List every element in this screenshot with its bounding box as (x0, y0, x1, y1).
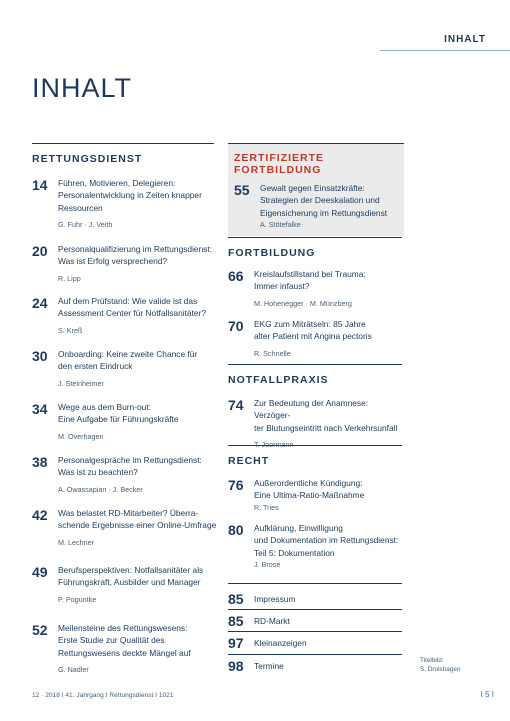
section-rettungsdienst (32, 143, 214, 165)
page-number: 24 (32, 295, 48, 311)
toc-entry[interactable] (32, 177, 217, 230)
footer-info: 12 · 2018 I 41. Jahrgang I Rettungsdienst I 1021 (32, 692, 174, 699)
article-title: Auf dem Prüfstand: Wie valide ist das Assessment Center für Notfallsanitäter? (58, 296, 207, 319)
page-number: 76 (228, 477, 244, 493)
toc-entry[interactable] (228, 591, 404, 607)
article-title: Berufsperspektiven: Notfallsanitäter als Führungskraft, Ausbilder und Manager (58, 565, 204, 588)
toc-entry[interactable] (228, 522, 404, 570)
section-certified (228, 143, 404, 236)
page-number: 30 (32, 348, 48, 364)
article-title: Personalgespräche im Rettungsdienst: Was ist zu beachten? (58, 455, 202, 478)
article-authors: A. Stötefalke (260, 220, 301, 230)
page-number: 74 (228, 397, 244, 413)
page-number: 55 (234, 182, 250, 198)
toc-entry[interactable] (32, 348, 217, 389)
page-number: 85 (228, 613, 244, 629)
article-title: Was belastet RD-Mitarbeiter? Überra- schende Ergebnisse einer Online-Umfrage (58, 508, 217, 531)
section-heading: RECHT (228, 455, 270, 467)
article-title: Onboarding: Keine zweite Chance für den ersten Eindruck (58, 349, 198, 372)
page-number: 42 (32, 507, 48, 523)
page-number: 34 (32, 401, 48, 417)
article-title: Termine (254, 661, 284, 671)
article-authors: M. Overhagen (58, 431, 104, 441)
article-authors: M. Lechner (58, 537, 94, 547)
article-authors: G. Nadler (58, 665, 89, 675)
page-number: 80 (228, 522, 244, 538)
article-title: Wege aus dem Burn-out: Eine Aufgabe für Führungskräfte (58, 402, 179, 425)
article-title: Kleinanzeigen (254, 638, 307, 648)
section-heading: ZERTIFIZIERTE FORTBILDUNG (234, 152, 324, 176)
toc-entry[interactable] (32, 454, 217, 495)
section-heading: FORTBILDUNG (228, 247, 316, 259)
article-title: Gewalt gegen Einsatzkräfte: Strategien der Deeskalation und Eigensicherung im Rettungsdienst (260, 183, 388, 218)
article-title: Impressum (254, 594, 296, 604)
article-authors: R. Lipp (58, 273, 81, 283)
running-header: INHALT (444, 34, 486, 45)
article-authors: G. Fuhr · J. Veith (58, 220, 113, 230)
page-number: 49 (32, 564, 48, 580)
article-title: Personalqualifizierung im Rettungsdienst: Was ist Erfolg versprechend? (58, 244, 213, 267)
credit-name: S. Drolshagen (420, 665, 461, 673)
article-title: Zur Bedeutung der Anamnese: Verzöger- ter Blutungseintritt nach Verkehrsunfall (254, 398, 398, 433)
footer-page-number: I 5 I (480, 690, 494, 699)
article-authors: R. Tries (254, 502, 279, 512)
article-authors: A. Owassapian · J. Becker (58, 484, 143, 494)
article-title: Führen, Motivieren, Delegieren: Personalentwicklung in Zeiten knapper Ressourcen (58, 178, 202, 213)
article-title: Aufklärung, Einwilligung und Dokumentation im Rettungsdienst: Teil 5: Dokumentation (254, 523, 399, 558)
toc-entry[interactable] (234, 182, 398, 230)
section-divider (228, 237, 402, 238)
page-number: 97 (228, 635, 244, 651)
article-authors: J. Brose (254, 560, 281, 570)
page-number: 14 (32, 177, 48, 193)
section-divider (228, 445, 402, 446)
toc-entry[interactable] (228, 318, 404, 359)
section-heading: RETTUNGSDIENST (32, 153, 143, 165)
article-authors: P. Poguntke (58, 594, 97, 604)
toc-entry[interactable] (228, 635, 404, 651)
toc-entry[interactable] (32, 295, 217, 336)
article-title: Kreislaufstillstand bei Trauma: Immer infaust? (254, 269, 366, 292)
page-title: INHALT (32, 73, 133, 103)
section-divider (228, 609, 402, 610)
article-title: RD-Markt (254, 616, 290, 626)
section-divider (228, 654, 402, 655)
header-divider (380, 50, 510, 51)
section-divider (228, 583, 402, 584)
toc-entry[interactable] (228, 658, 404, 674)
page-number: 98 (228, 658, 244, 674)
article-title: Meilensteine des Rettungswesens: Erste Studie zur Qualität des Rettungswesens deckte Mängel auf (58, 623, 191, 658)
article-authors: M. Hohenegger · M. Münzberg (254, 298, 352, 308)
page-number: 66 (228, 268, 244, 284)
page-number: 20 (32, 243, 48, 259)
toc-entry[interactable] (32, 401, 217, 442)
section-heading: NOTFALLPRAXIS (228, 374, 329, 386)
article-authors: R. Schnelle (254, 348, 291, 358)
section-fortbildung (228, 237, 402, 259)
certified-box (228, 144, 404, 236)
article-title: Außerordentliche Kündigung: Eine Ultima-Ratio-Maßnahme (254, 478, 365, 501)
page-number: 38 (32, 454, 48, 470)
section-divider (228, 364, 402, 365)
page-number: 85 (228, 591, 244, 607)
article-title: EKG zum Miträtseln: 85 Jahre alter Patient mit Angina pectoris (254, 319, 372, 342)
article-authors: J. Steinheimer (58, 378, 104, 388)
cover-credit (420, 657, 461, 674)
toc-entry[interactable] (228, 397, 404, 450)
toc-entry[interactable] (32, 243, 217, 284)
toc-entry[interactable] (228, 613, 404, 629)
section-divider (228, 631, 402, 632)
toc-entry[interactable] (228, 268, 404, 309)
page-number: 52 (32, 622, 48, 638)
section-notfallpraxis (228, 364, 402, 386)
section-divider (32, 143, 214, 144)
toc-entry[interactable] (32, 507, 217, 548)
credit-label: Titelbild: (420, 657, 444, 664)
toc-entry[interactable] (228, 477, 404, 513)
toc-entry[interactable] (32, 564, 217, 605)
page-number: 70 (228, 318, 244, 334)
toc-entry[interactable] (32, 622, 217, 675)
article-authors: S. Kreß (58, 325, 83, 335)
section-recht (228, 445, 402, 467)
